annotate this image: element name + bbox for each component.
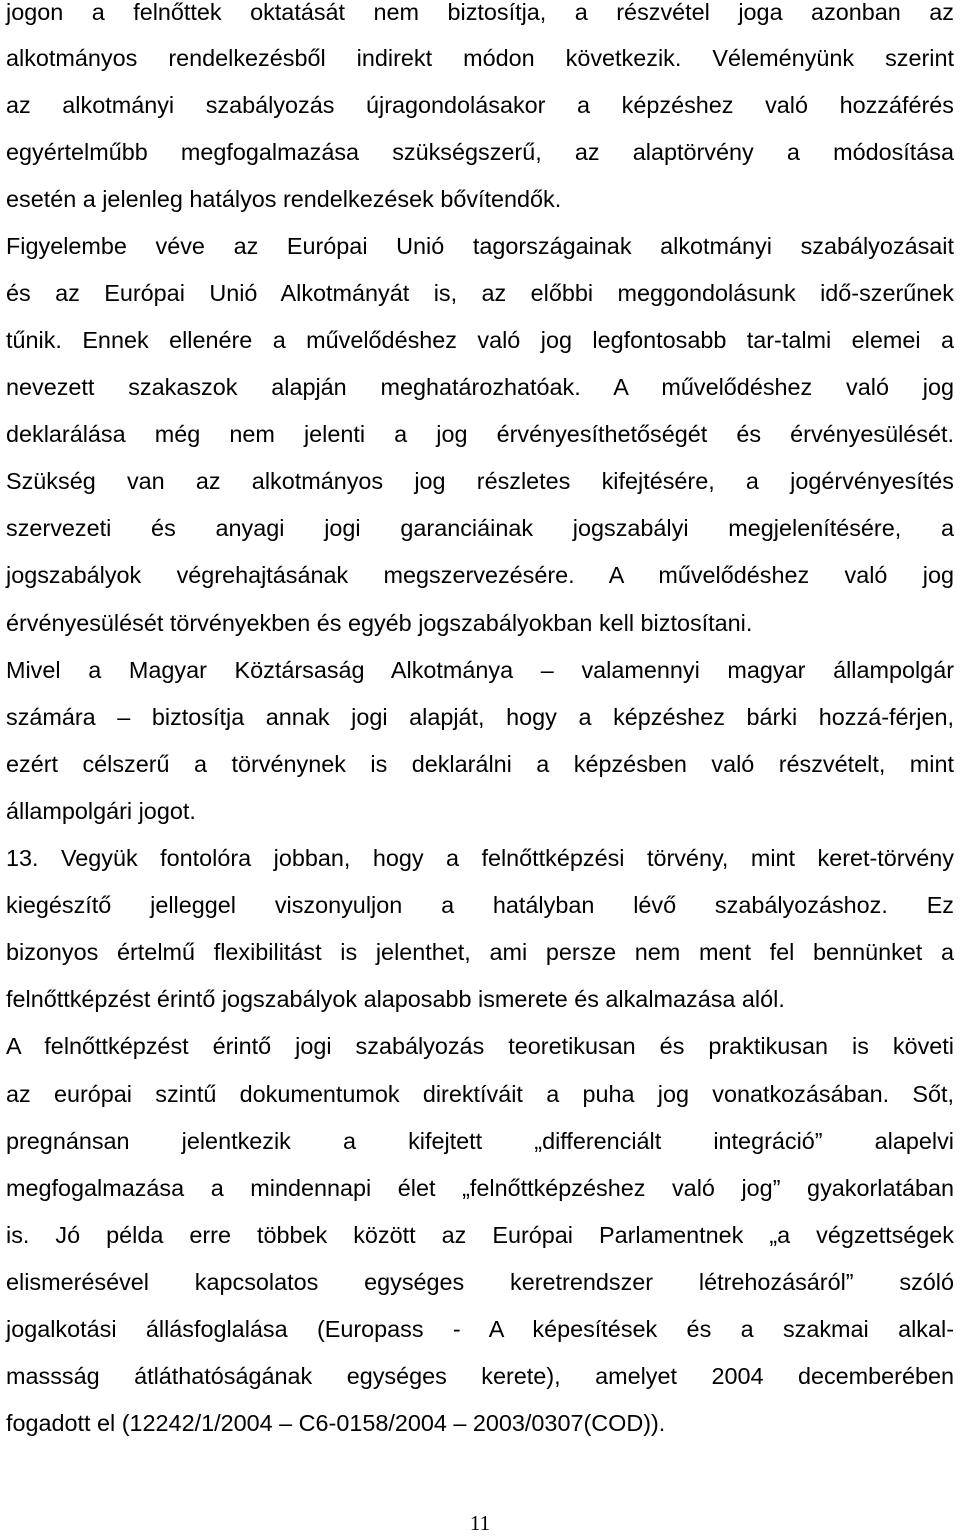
text-line: bizonyos értelmű flexibilitást is jelenthet, ami persze nem ment fel bennünket a [6, 939, 954, 965]
text-line: állampolgári jogot. [6, 798, 196, 824]
text-line: jogszabályok végrehajtásának megszervezésére. A művelődéshez való jog [6, 562, 954, 588]
text-line: fogadott el (12242/1/2004 – C6-0158/2004 – 2003/0307(COD)). [6, 1410, 666, 1436]
text-line: érvényesülését törvényekben és egyéb jogszabályokban kell biztosítani. [6, 610, 753, 636]
text-line: jogalkotási állásfoglalása (Europass - A képesítések és a szakmai alkal- [6, 1316, 954, 1342]
text-line: felnőttképzést érintő jogszabályok alaposabb ismerete és alkalmazása alól. [6, 986, 785, 1012]
text-line: az európai szintű dokumentumok direktíváit a puha jog vonatkozásában. Sőt, [6, 1081, 954, 1107]
text-line: massság átláthatóságának egységes kerete), amelyet 2004 decemberében [6, 1363, 954, 1389]
text-line: jogon a felnőttek oktatását nem biztosítja, a részvétel joga azonban az [6, 0, 954, 25]
text-line: Figyelembe véve az Európai Unió tagországainak alkotmányi szabályozásait [6, 233, 954, 259]
text-line: deklarálása még nem jelenti a jog érvényesíthetőségét és érvényesülését. [6, 421, 954, 447]
text-line: és az Európai Unió Alkotmányát is, az előbbi meggondolásunk idő-szerűnek [6, 280, 954, 306]
text-line: megfogalmazása a mindennapi élet „felnőttképzéshez való jog” gyakorlatában [6, 1175, 954, 1201]
text-line: elismerésével kapcsolatos egységes keretrendszer létrehozásáról” szóló [6, 1269, 954, 1295]
text-line: Szükség van az alkotmányos jog részletes kifejtésére, a jogérvényesítés [6, 468, 954, 494]
text-line: alkotmányos rendelkezésből indirekt módon következik. Véleményünk szerint [6, 45, 954, 71]
text-line: nevezett szakaszok alapján meghatározhatóak. A művelődéshez való jog [6, 374, 954, 400]
text-line: 13. Vegyük fontolóra jobban, hogy a felnőttképzési törvény, mint keret-törvény [6, 845, 954, 871]
text-line: egyértelműbb megfogalmazása szükségszerű, az alaptörvény a módosítása [6, 139, 954, 165]
text-line: tűnik. Ennek ellenére a művelődéshez való jog legfontosabb tar-talmi elemei a [6, 327, 954, 353]
text-line: A felnőttképzést érintő jogi szabályozás teoretikusan és praktikusan is követi [6, 1033, 954, 1059]
text-line: pregnánsan jelentkezik a kifejtett „differenciált integráció” alapelvi [6, 1128, 954, 1154]
page-number: 11 [469, 1511, 491, 1535]
text-line: számára – biztosítja annak jogi alapját, hogy a képzéshez bárki hozzá-férjen, [6, 704, 954, 730]
text-line: ezért célszerű a törvénynek is deklarálni a képzésben való részvételt, mint [6, 751, 954, 777]
text-line: kiegészítő jelleggel viszonyuljon a hatályban lévő szabályozáshoz. Ez [6, 892, 954, 918]
text-line: az alkotmányi szabályozás újragondolásakor a képzéshez való hozzáférés [6, 92, 954, 118]
text-line: Mivel a Magyar Köztársaság Alkotmánya – valamennyi magyar állampolgár [6, 657, 954, 683]
text-line: is. Jó példa erre többek között az Európai Parlamentnek „a végzettségek [6, 1222, 954, 1248]
text-line: esetén a jelenleg hatályos rendelkezések bővítendők. [6, 186, 562, 212]
text-line: szervezeti és anyagi jogi garanciáinak jogszabályi megjelenítésére, a [6, 515, 954, 541]
